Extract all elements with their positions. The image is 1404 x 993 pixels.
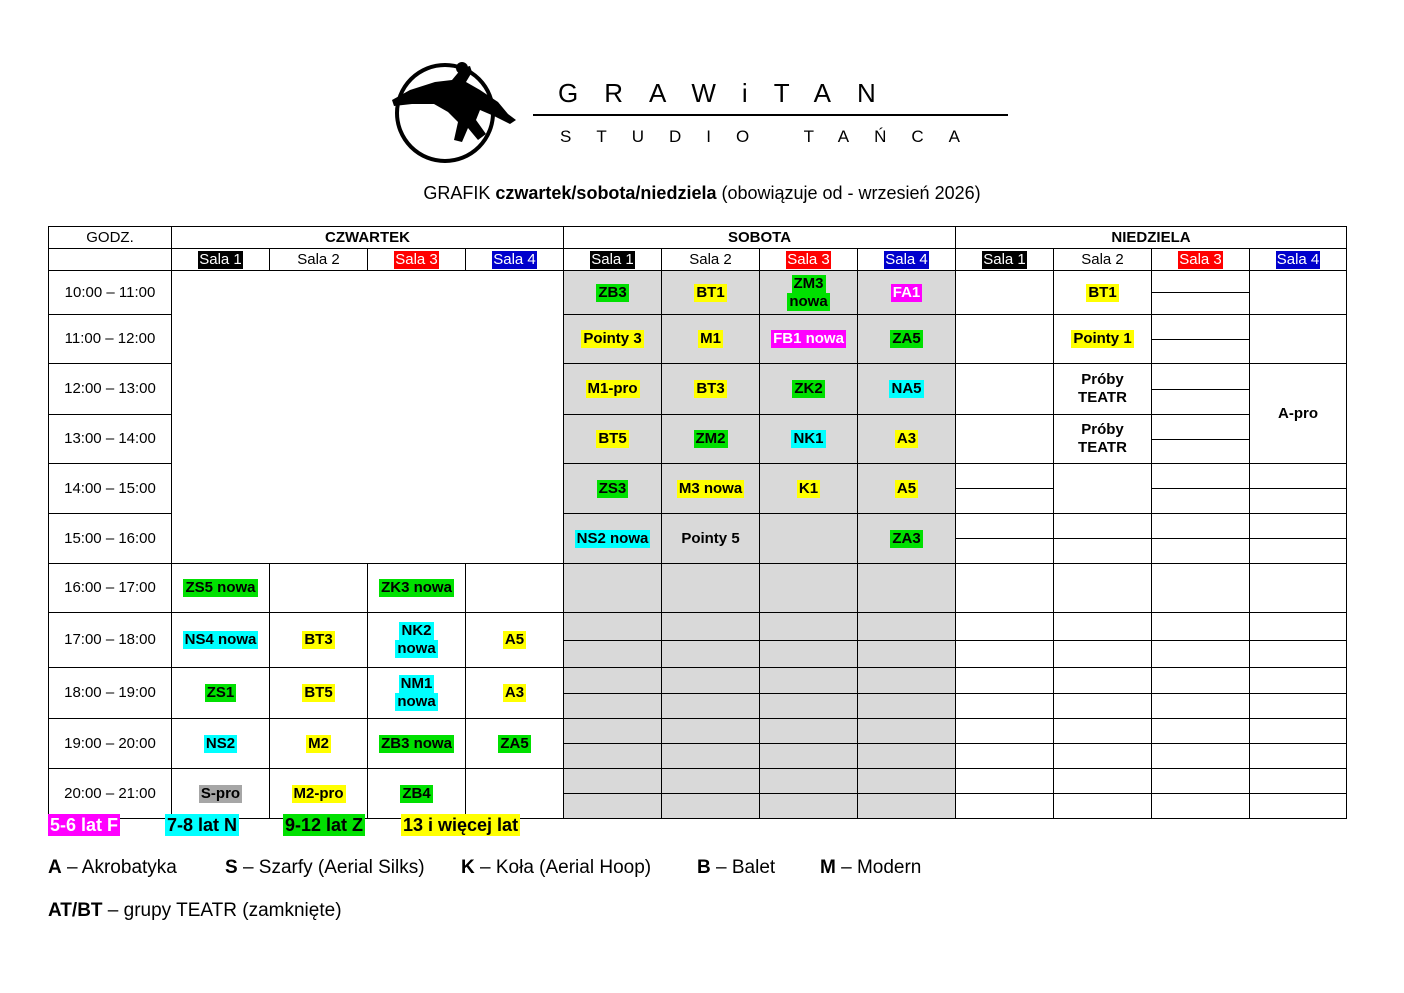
room-header: Sala 1 — [564, 249, 662, 271]
legend-modern: M – Modern — [820, 857, 922, 878]
hour-header-blank — [49, 249, 172, 271]
class-badge: ZM2 — [695, 430, 726, 447]
hour-cell: 10:00 – 11:00 — [49, 271, 172, 315]
class-badge: ZA5 — [892, 330, 921, 347]
saturday-cell — [662, 613, 760, 668]
saturday-cell — [564, 271, 662, 315]
sunday-cell — [1054, 415, 1152, 464]
thursday-cell — [368, 613, 466, 668]
studio-logo — [390, 60, 1015, 170]
hour-cell: 14:00 – 15:00 — [49, 464, 172, 514]
room-header: Sala 3 — [368, 249, 466, 271]
sunday-cell — [1152, 271, 1250, 315]
saturday-cell — [760, 415, 858, 464]
hour-cell: 16:00 – 17:00 — [49, 564, 172, 613]
brand-subtitle: STUDIO TAŃCA — [560, 127, 985, 146]
saturday-cell — [760, 564, 858, 613]
saturday-cell — [662, 564, 760, 613]
class-badge: NK2 nowa — [397, 622, 436, 657]
day-header: SOBOTA — [564, 227, 956, 249]
saturday-cell — [858, 613, 956, 668]
class-badge: ZS1 — [206, 684, 235, 701]
sunday-cell — [1250, 364, 1347, 464]
saturday-cell — [858, 769, 956, 819]
room-header: Sala 3 — [1152, 249, 1250, 271]
thursday-cell — [270, 719, 368, 769]
day-header: CZWARTEK — [172, 227, 564, 249]
saturday-cell — [662, 668, 760, 719]
saturday-cell — [760, 719, 858, 769]
sunday-cell — [1152, 514, 1250, 564]
sunday-cell — [1152, 415, 1250, 464]
legend-teatr: AT/BT – grupy TEATR (zamknięte) — [48, 900, 342, 921]
saturday-cell — [858, 668, 956, 719]
thursday-cell — [270, 564, 368, 613]
class-badge: ZB3 nowa — [381, 734, 452, 752]
class-badge: ZM3 nowa — [789, 274, 828, 310]
saturday-cell — [662, 271, 760, 315]
sunday-cell — [1250, 564, 1347, 613]
sunday-cell — [956, 315, 1054, 364]
sunday-cell — [1054, 564, 1152, 613]
saturday-cell — [564, 668, 662, 719]
saturday-cell — [662, 415, 760, 464]
class-badge: A3 — [896, 430, 917, 447]
room-header: Sala 1 — [172, 249, 270, 271]
hour-cell: 18:00 – 19:00 — [49, 668, 172, 719]
thursday-cell — [172, 613, 270, 668]
sunday-cell — [1054, 514, 1152, 564]
class-badge: Pointy 5 — [681, 529, 740, 547]
sunday-cell — [1054, 315, 1152, 364]
thursday-cell — [172, 769, 270, 819]
class-badge: BT3 — [696, 380, 725, 397]
room-header: Sala 2 — [662, 249, 760, 271]
class-badge: M3 nowa — [678, 479, 743, 497]
sunday-cell — [1152, 668, 1250, 719]
thursday-cell — [368, 668, 466, 719]
sunday-cell — [956, 613, 1054, 668]
day-header: NIEDZIELA — [956, 227, 1347, 249]
class-badge: M2-pro — [293, 784, 344, 802]
sunday-cell — [1152, 364, 1250, 415]
sunday-cell — [1054, 613, 1152, 668]
saturday-cell — [662, 719, 760, 769]
class-badge: M2 — [308, 734, 329, 752]
saturday-cell — [564, 719, 662, 769]
sunday-cell — [1152, 769, 1250, 819]
thursday-cell — [270, 769, 368, 819]
legend-akrobatyka: A – Akrobatyka — [48, 857, 177, 878]
sunday-cell — [1152, 613, 1250, 668]
thursday-cell — [466, 769, 564, 819]
saturday-cell — [760, 364, 858, 415]
legend-age-f: 5-6 lat F — [50, 815, 119, 835]
saturday-cell — [858, 364, 956, 415]
sunday-cell — [1054, 464, 1152, 514]
saturday-cell — [858, 514, 956, 564]
class-badge: ZB3 — [598, 283, 627, 301]
class-badge: M1-pro — [587, 380, 638, 397]
schedule-title: GRAFIK czwartek/sobota/niedziela (obowiązuje od - wrzesień 2026) — [423, 183, 981, 203]
legend-age-13plus: 13 i więcej lat — [403, 815, 519, 835]
class-badge: ZK3 nowa — [381, 579, 452, 596]
class-badge: BT5 — [598, 430, 627, 447]
thursday-cell — [368, 564, 466, 613]
thursday-cell — [466, 668, 564, 719]
saturday-cell — [564, 315, 662, 364]
saturday-cell — [858, 464, 956, 514]
class-badge: BT1 — [1088, 283, 1117, 301]
hour-cell: 15:00 – 16:00 — [49, 514, 172, 564]
legend-balet: B – Balet — [697, 857, 776, 878]
hour-cell: 12:00 – 13:00 — [49, 364, 172, 415]
class-badge: NK1 — [793, 430, 824, 447]
class-badge: A-pro — [1278, 404, 1318, 422]
saturday-cell — [564, 769, 662, 819]
saturday-cell — [858, 719, 956, 769]
class-badge: NS2 — [205, 734, 236, 752]
sunday-cell — [956, 719, 1054, 769]
thursday-cell — [466, 613, 564, 668]
class-badge: NS2 nowa — [576, 529, 649, 547]
class-badge: NM1 nowa — [397, 675, 436, 710]
class-badge: M1 — [700, 330, 721, 347]
saturday-cell — [858, 415, 956, 464]
discipline-legend — [48, 856, 1348, 880]
sunday-cell — [1152, 315, 1250, 364]
class-badge: ZK2 — [794, 380, 823, 397]
class-badge: A5 — [504, 631, 525, 648]
class-badge: BT3 — [304, 631, 333, 648]
sunday-cell — [1152, 464, 1250, 514]
class-badge: NS4 nowa — [184, 631, 257, 648]
sunday-cell — [1250, 613, 1347, 668]
class-badge: Pointy 1 — [1073, 330, 1132, 347]
sunday-cell — [956, 514, 1054, 564]
class-badge: A5 — [896, 479, 917, 497]
class-badge: S-pro — [200, 784, 241, 802]
sunday-cell — [1054, 271, 1152, 315]
sunday-cell — [1250, 769, 1347, 819]
class-badge: NA5 — [891, 380, 922, 397]
sunday-cell — [1250, 668, 1347, 719]
saturday-cell — [564, 514, 662, 564]
room-header: Sala 4 — [858, 249, 956, 271]
saturday-cell — [564, 613, 662, 668]
saturday-cell — [662, 464, 760, 514]
saturday-cell — [564, 564, 662, 613]
class-badge: ZA3 — [892, 529, 921, 547]
saturday-cell — [662, 769, 760, 819]
saturday-cell — [760, 514, 858, 564]
brand-name: GRAWiTAN — [558, 78, 902, 108]
sunday-cell — [1152, 564, 1250, 613]
saturday-cell — [662, 514, 760, 564]
sunday-cell — [1054, 719, 1152, 769]
saturday-cell — [858, 564, 956, 613]
class-badge: FA1 — [892, 283, 921, 301]
brand-divider — [533, 114, 1008, 116]
saturday-cell — [760, 271, 858, 315]
room-header: Sala 2 — [270, 249, 368, 271]
hour-cell: 20:00 – 21:00 — [49, 769, 172, 819]
hour-cell: 17:00 – 18:00 — [49, 613, 172, 668]
saturday-cell — [858, 315, 956, 364]
saturday-cell — [760, 769, 858, 819]
sunday-cell — [956, 464, 1054, 514]
legend-age-z: 9-12 lat Z — [285, 815, 364, 835]
legend-age-n: 7-8 lat N — [167, 815, 238, 835]
saturday-cell — [760, 668, 858, 719]
room-header: Sala 3 — [760, 249, 858, 271]
saturday-cell — [662, 364, 760, 415]
thursday-empty — [172, 271, 564, 564]
saturday-cell — [564, 364, 662, 415]
saturday-cell — [858, 271, 956, 315]
sunday-cell — [956, 415, 1054, 464]
sunday-cell — [1250, 464, 1347, 514]
saturday-cell — [760, 464, 858, 514]
sunday-cell — [956, 769, 1054, 819]
class-badge: Pointy 3 — [583, 330, 642, 347]
sunday-cell — [1054, 769, 1152, 819]
class-badge: ZB4 — [402, 784, 431, 802]
hour-cell: 19:00 – 20:00 — [49, 719, 172, 769]
sunday-cell — [1054, 364, 1152, 415]
class-badge: Próby TEATR — [1078, 371, 1127, 406]
saturday-cell — [564, 464, 662, 514]
room-header: Sala 4 — [1250, 249, 1347, 271]
sunday-cell — [956, 271, 1054, 315]
thursday-cell — [270, 668, 368, 719]
class-badge: ZA5 — [500, 734, 529, 752]
class-badge: FB1 nowa — [773, 330, 844, 347]
saturday-cell — [760, 315, 858, 364]
thursday-cell — [466, 564, 564, 613]
sunday-cell — [1250, 315, 1347, 364]
thursday-cell — [172, 668, 270, 719]
hour-header: GODZ. — [49, 227, 172, 249]
dancer-logo-icon — [390, 60, 520, 165]
class-badge: BT1 — [696, 283, 725, 301]
thursday-cell — [368, 719, 466, 769]
thursday-cell — [368, 769, 466, 819]
room-header: Sala 1 — [956, 249, 1054, 271]
class-badge: K1 — [798, 479, 819, 497]
saturday-cell — [760, 613, 858, 668]
class-badge: A3 — [504, 684, 525, 701]
sunday-cell — [956, 364, 1054, 415]
class-badge: Próby TEATR — [1078, 421, 1127, 456]
class-badge: BT5 — [304, 684, 333, 701]
sunday-cell — [956, 668, 1054, 719]
thursday-cell — [172, 719, 270, 769]
class-badge: ZS3 — [598, 479, 627, 497]
room-header: Sala 2 — [1054, 249, 1152, 271]
sunday-cell — [1152, 719, 1250, 769]
thursday-cell — [270, 613, 368, 668]
saturday-cell — [662, 315, 760, 364]
schedule-table — [48, 226, 1347, 819]
hour-cell: 13:00 – 14:00 — [49, 415, 172, 464]
sunday-cell — [1250, 719, 1347, 769]
sunday-cell — [956, 564, 1054, 613]
saturday-cell — [564, 415, 662, 464]
thursday-cell — [172, 564, 270, 613]
legend-szarfy: S – Szarfy (Aerial Silks) — [225, 857, 425, 878]
sunday-cell — [1054, 668, 1152, 719]
sunday-cell — [1250, 514, 1347, 564]
sunday-cell — [1250, 271, 1347, 315]
legend-kola: K – Koła (Aerial Hoop) — [461, 857, 652, 878]
room-header: Sala 4 — [466, 249, 564, 271]
class-badge: ZS5 nowa — [185, 579, 256, 596]
thursday-cell — [466, 719, 564, 769]
hour-cell: 11:00 – 12:00 — [49, 315, 172, 364]
